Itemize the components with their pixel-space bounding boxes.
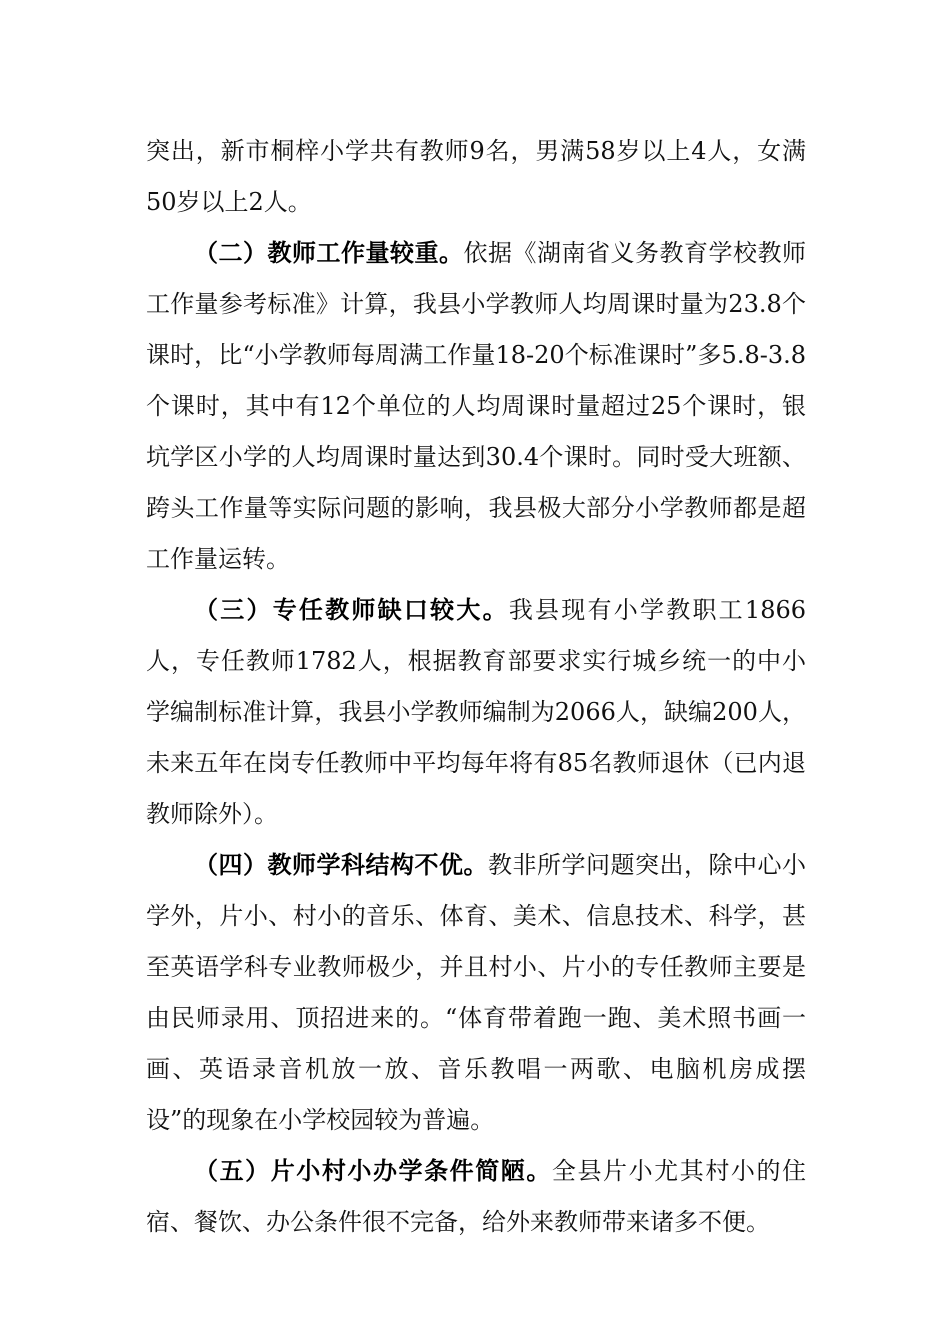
paragraph-text: 教非所学问题突出，除中心小学外，片小、村小的音乐、体育、美术、信息技术、科学，甚至英语学科专业教师极少，并且村小、片小的专任教师主要是由民师录用、顶招进来的。“体育带着跑一跑、美术照书画一画、英语录音机放一放、音乐教唱一两歌、电脑机房成摆设”的现象在小学校园较为普遍。 (146, 851, 806, 1134)
section-heading: （五）片小村小办学条件简陋。 (194, 1157, 552, 1185)
paragraph-text: 突出，新市桐梓小学共有教师9名，男满58岁以上4人，女满50岁以上2人。 (146, 137, 806, 216)
paragraph-text: 我县现有小学教职工1866人，专任教师1782人，根据教育部要求实行城乡统一的中小学编制标准计算，我县小学教师编制为2066人，缺编200人，未来五年在岗专任教师中平均每年将有85名教师退休（已内退教师除外）。 (146, 596, 806, 828)
section-heading: （四）教师学科结构不优。 (194, 851, 488, 879)
paragraph-text: 依据《湖南省义务教育学校教师工作量参考标准》计算，我县小学教师人均周课时量为23.8个课时，比“小学教师每周满工作量18-20个标准课时”多5.8-3.8个课时，其中有12个单位的人均周课时量超过25个课时，银坑学区小学的人均周课时量达到30.4个课时。同时受大班额、跨头工作量等实际问题的影响，我县极大部分小学教师都是超工作量运转。 (146, 239, 806, 573)
paragraph-teacher-workload (146, 228, 806, 585)
paragraph-text: 全县片小尤其村小的住宿、餐饮、办公条件很不完备，给外来教师带来诸多不便。 (146, 1157, 807, 1236)
paragraph-teacher-shortage (146, 585, 806, 840)
section-heading: （二）教师工作量较重。 (194, 239, 464, 267)
paragraph-school-conditions (146, 1146, 806, 1248)
paragraph-subject-structure (146, 840, 806, 1146)
paragraph-continuation (146, 126, 806, 228)
section-heading: （三）专任教师缺口较大。 (194, 596, 509, 624)
document-body (146, 126, 806, 1248)
